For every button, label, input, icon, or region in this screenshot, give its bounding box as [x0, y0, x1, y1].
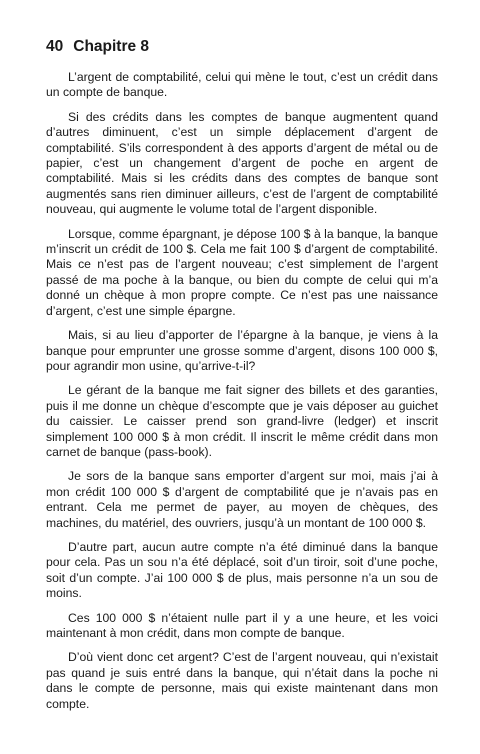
paragraph: Mais, si au lieu d’apporter de l’épargne à la banque, je viens à la banque pour emprunter une grosse somme d’argent, disons 100 000 $, pour agrandir mon usine, qu’arrive-t-il? — [46, 328, 438, 373]
paragraph: Lorsque, comme épargnant, je dépose 100 $ à la banque, la banque m’inscrit un crédit de 100 $. Cela me fait 100 $ d’argent de comptabilité. Mais ce n’est pas de l’argent nouveau; c’est simplement de l’argent passé de ma poche à la banque, ou bien du compte de celui qui m’a donné un chèque à mon propre compte. Ce n’est pas une naissance d’argent, c’est une simple épargne. — [46, 226, 438, 318]
page-body — [46, 70, 438, 712]
paragraph: D’où vient donc cet argent? C’est de l’argent nouveau, qui n’existait pas quand je suis entré dans la banque, qui n’était dans la poche ni dans le compte de personne, mais qui existe maintenant dans mon compte. — [46, 650, 438, 711]
paragraph: Ces 100 000 $ n’étaient nulle part il y a une heure, et les voici maintenant à mon crédit, dans mon compte de banque. — [46, 610, 438, 640]
paragraph: D’autre part, aucun autre compte n’a été diminué dans la banque pour cela. Pas un sou n’a été déplacé, soit d’un tiroir, soit d’une poche, soit d’un compte. J’ai 100 000 $ de plus, mais personne n’a un sou de moins. — [46, 539, 438, 601]
page-header — [46, 38, 438, 56]
page-number: 40 — [46, 38, 64, 55]
paragraph: Si des crédits dans les comptes de banque augmentent quand d’autres diminuent, c’est un simple déplacement d’argent de comptabilité. S’ils correspondent à des apports d’argent de métal ou de papier, c’est un changement d’argent de poche en argent de comptabilité. Mais si les crédits dans des comptes de banque sont augmentés sans rien diminuer ailleurs, c’est de l’argent de comptabilité nouveau, qui augmente le volume total de l’argent disponible. — [46, 109, 438, 217]
paragraph: L’argent de comptabilité, celui qui mène le tout, c’est un crédit dans un compte de banque. — [46, 70, 438, 100]
chapter-title: Chapitre 8 — [73, 38, 150, 55]
paragraph: Le gérant de la banque me fait signer des billets et des garanties, puis il me donne un chèque d’escompte que je vais déposer au guichet du caissier. Le caisser prend son grand-livre (ledger) et inscrit simplement 100 000 $ à mon crédit. Il inscrit le même crédit dans mon carnet de banque (pass-book). — [46, 383, 438, 459]
paragraph: Je sors de la banque sans emporter d’argent sur moi, mais j’ai à mon crédit 100 000 $ d’argent de comptabilité que je n’avais pas en entrant. Cela me permet de payer, au moyen de chèques, des machines, du matériel, des ouvriers, jusqu’à un montant de 100 000 $. — [46, 469, 438, 530]
